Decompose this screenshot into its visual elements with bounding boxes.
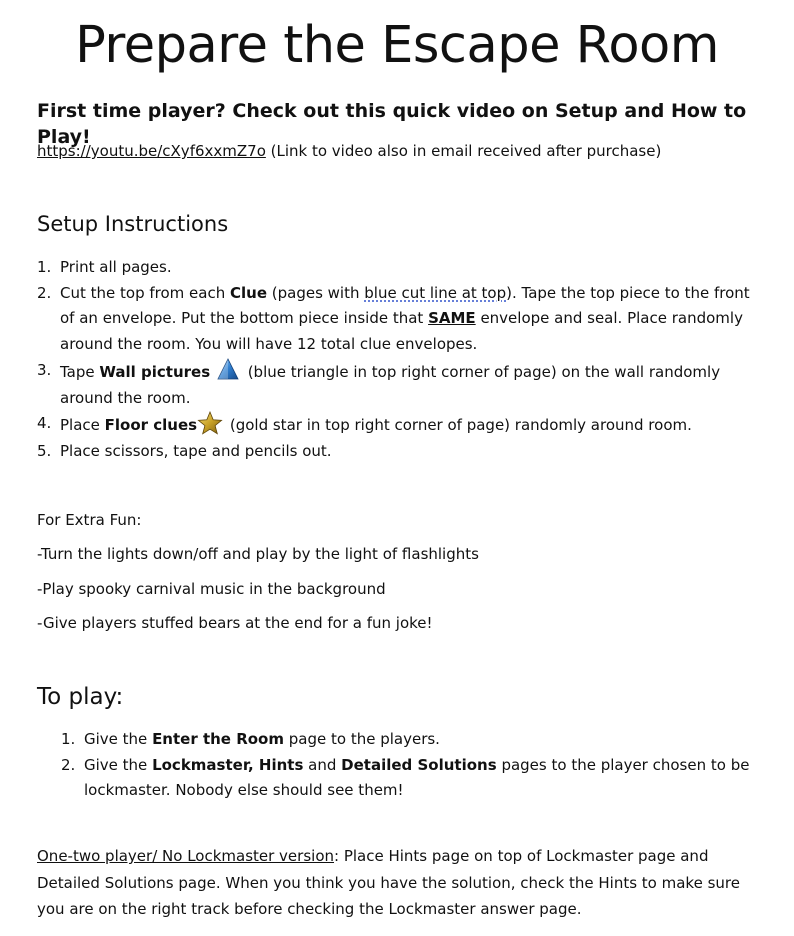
to-play-heading: To play:	[37, 684, 124, 710]
list-text: (pages with	[267, 283, 365, 302]
list-text: page to the players.	[284, 730, 440, 748]
setup-list	[37, 255, 760, 465]
lockmaster-hints-term: Lockmaster, Hints	[152, 755, 304, 774]
list-item	[37, 358, 760, 411]
blue-triangle-icon	[217, 358, 239, 380]
list-text: Place	[60, 416, 105, 435]
list-number: 5.	[37, 441, 52, 460]
list-text: Tape	[60, 362, 100, 381]
list-item	[37, 255, 760, 281]
extra-fun-heading: For Extra Fun:	[37, 511, 142, 529]
list-item	[37, 439, 760, 465]
video-note: (Link to video also in email received after purchase)	[265, 142, 662, 160]
list-text: envelope and seal. Place randomly around the room. You will have 12 total clue envelopes.	[60, 309, 743, 354]
blue-cut-line-term: blue cut line at top	[364, 283, 507, 302]
list-item	[61, 753, 764, 804]
solo-version-text: : Place Hints page on top of Lockmaster page and Detailed Solutions page. When you think you have the solution, check the Hints to make sure you are on the right track before checking the Lockmaster answer page.	[37, 847, 740, 918]
list-text: ). Tape the top piece to the front of an envelope. Put the bottom piece inside that	[60, 283, 750, 328]
list-text: Give the	[84, 730, 153, 748]
list-text: (blue triangle in top right corner of page) on the wall randomly around the room.	[60, 362, 721, 407]
clue-term: Clue	[229, 283, 267, 302]
same-term: SAME	[428, 309, 476, 328]
wall-pictures-term: Wall pictures	[99, 362, 211, 381]
video-prompt: First time player? Check out this quick video on Setup and How to Play!	[37, 100, 747, 148]
video-link[interactable]: https://youtu.be/cXyf6xxmZ7o	[37, 142, 266, 160]
list-text: (gold star in top right corner of page) randomly around room.	[225, 416, 692, 435]
page-title: Prepare the Escape Room	[75, 16, 719, 75]
list-text: Place scissors, tape and pencils out.	[60, 441, 332, 460]
detailed-solutions-term: Detailed Solutions	[341, 755, 497, 774]
solo-version-paragraph	[37, 843, 767, 923]
list-item	[37, 281, 760, 358]
list-number: 2.	[61, 755, 76, 774]
extra-fun-line: -Give players stuffed bears at the end for a fun joke!	[37, 614, 433, 632]
list-number: 4.	[37, 414, 52, 433]
extra-fun-line: -Turn the lights down/off and play by the light of flashlights	[37, 545, 479, 563]
enter-room-term: Enter the Room	[152, 730, 284, 748]
extra-fun-line: -Play spooky carnival music in the background	[37, 580, 386, 598]
play-list	[61, 727, 764, 804]
list-text: and	[303, 755, 342, 774]
list-text: Print all pages.	[60, 258, 172, 276]
solo-version-label: One-two player/ No Lockmaster version	[37, 847, 334, 865]
list-item	[37, 411, 760, 439]
list-number: 2.	[37, 283, 52, 302]
setup-heading: Setup Instructions	[37, 212, 229, 236]
list-number: 3.	[37, 360, 52, 379]
video-link-line	[37, 141, 777, 161]
list-number: 1.	[37, 258, 52, 276]
list-text: Give the	[84, 755, 153, 774]
list-text: pages to the player chosen to be lockmaster. Nobody else should see them!	[84, 755, 750, 800]
list-number: 1.	[61, 730, 76, 748]
floor-clues-term: Floor clues	[104, 416, 198, 435]
gold-star-icon	[197, 411, 223, 435]
list-text: Cut the top from each	[60, 283, 230, 302]
list-item	[61, 727, 764, 753]
